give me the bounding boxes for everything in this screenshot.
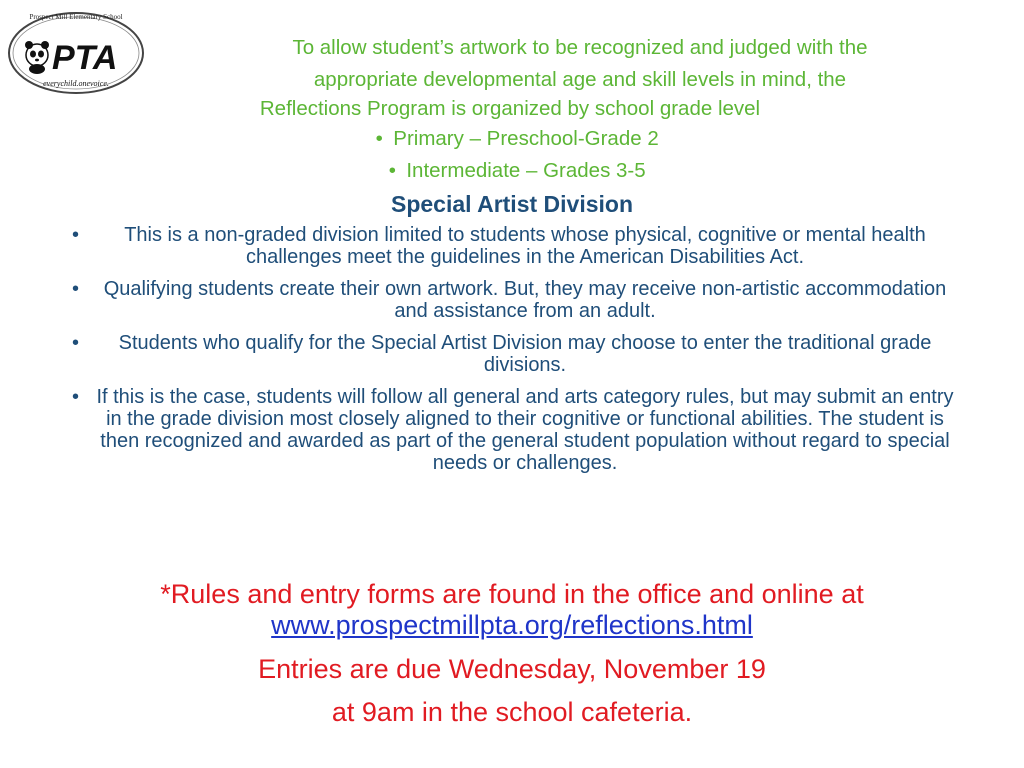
list-item (50, 224, 970, 268)
list-item-text: If this is the case, students will follow all general and arts category rules, but may submit an entry in the grade division most closely aligned to their cognitive or functional abilities. The student is then recognized and awarded as part of the general student population without regard to special needs or challenges. (96, 386, 954, 474)
bullet: • (388, 159, 396, 182)
grade-label: Primary – Preschool-Grade 2 (393, 127, 659, 150)
list-item-text: Qualifying students create their own artwork. But, they may receive non-artistic accommodation and assistance from an adult. (103, 278, 947, 322)
pta-logo (7, 11, 145, 95)
grade-label: Intermediate – Grades 3-5 (406, 159, 646, 182)
list-item-text: This is a non-graded division limited to students whose physical, cognitive or mental health challenges meet the guidelines in the American Disabilities Act. (124, 224, 926, 268)
special-artist-list (50, 224, 970, 484)
logo-tagline: everychild.onevoice. (43, 79, 109, 88)
due-date-line: Entries are due Wednesday, November 19 (258, 654, 766, 684)
bullet: • (72, 224, 80, 246)
bullet: • (375, 127, 383, 150)
list-item-text: Students who qualify for the Special Artist Division may choose to enter the traditional grade divisions. (118, 332, 932, 376)
list-item (50, 278, 970, 322)
intro-line-2: appropriate developmental age and skill levels in mind, the (313, 68, 847, 91)
logo-school-name: Prospect Mill Elementary School (29, 13, 123, 21)
reflections-link[interactable]: www.prospectmillpta.org/reflections.html (271, 610, 753, 640)
pta-wordmark: PTA (52, 39, 118, 77)
intro-line-1: To allow student’s artwork to be recognized and judged with the (292, 36, 868, 59)
list-item (50, 332, 970, 376)
due-location-line: at 9am in the school cafeteria. (331, 697, 693, 727)
rules-text: *Rules and entry forms are found in the office and online at (160, 579, 864, 609)
grade-item-primary (0, 125, 1024, 153)
special-artist-heading: Special Artist Division (391, 191, 633, 217)
grade-item-intermediate (0, 157, 1024, 185)
bullet: • (72, 278, 80, 300)
bullet: • (72, 386, 80, 408)
rules-notice (0, 579, 1024, 641)
bullet: • (72, 332, 80, 354)
list-item (50, 386, 970, 474)
intro-line-3: Reflections Program is organized by school grade level (259, 97, 761, 120)
